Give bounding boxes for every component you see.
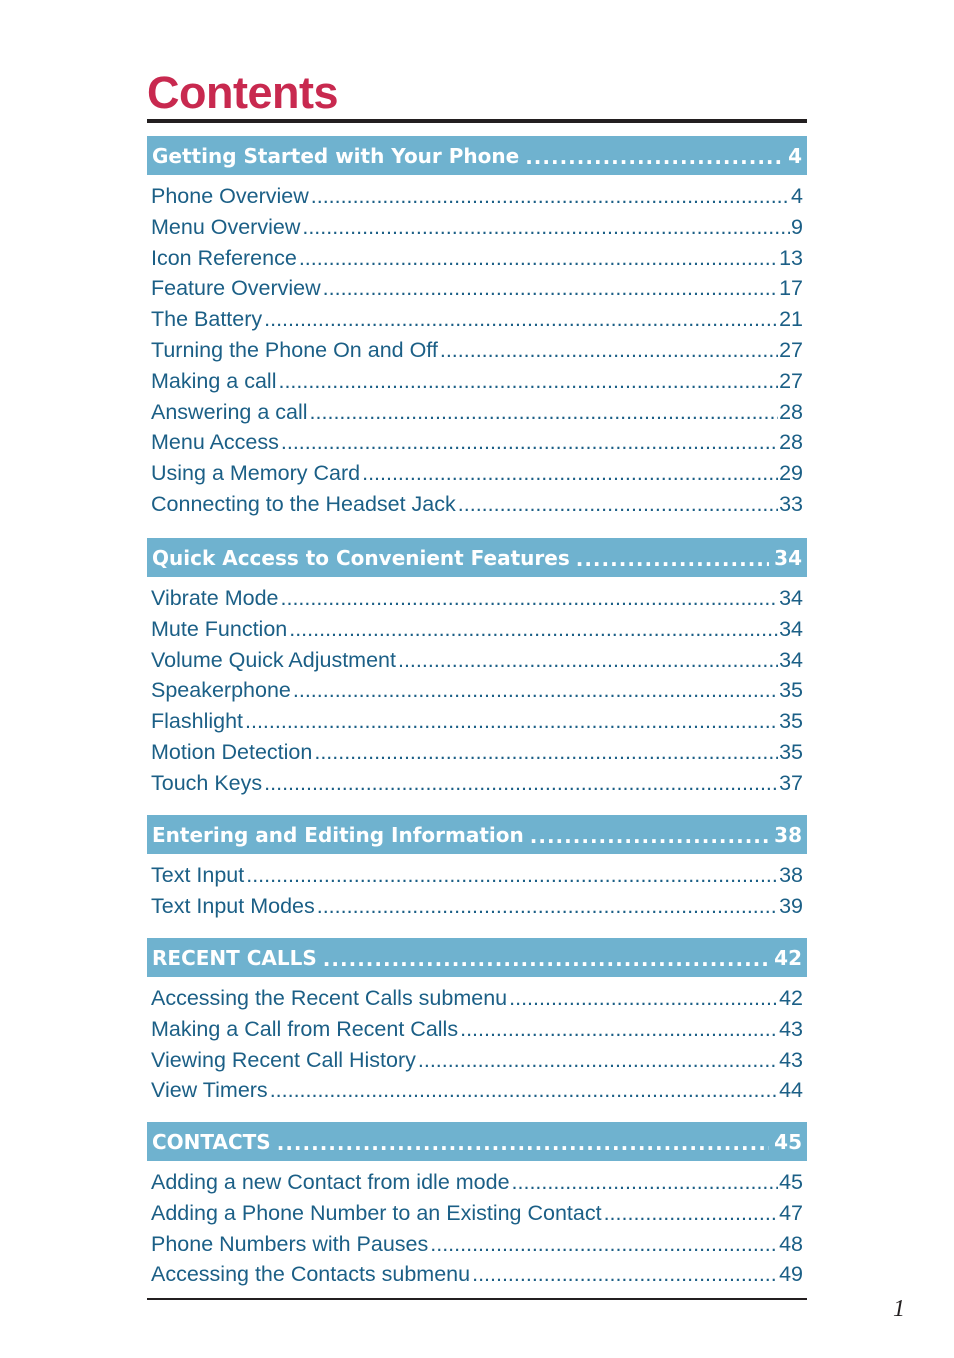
toc-entry[interactable] <box>147 614 807 645</box>
entry-page: 34 <box>779 647 803 672</box>
section-title: Quick Access to Convenient Features <box>152 545 570 570</box>
dot-leader <box>362 458 778 489</box>
toc-entry[interactable] <box>147 397 807 428</box>
toc-entry[interactable] <box>147 366 807 397</box>
toc-entry[interactable] <box>147 768 807 799</box>
toc-entry[interactable] <box>147 427 807 458</box>
entry-page: 28 <box>779 399 803 424</box>
entry-title: Icon Reference <box>151 245 297 270</box>
toc-entry[interactable] <box>147 706 807 737</box>
entry-title: Making a Call from Recent Calls <box>151 1016 459 1041</box>
entry-page: 49 <box>779 1262 803 1287</box>
toc-entry[interactable] <box>147 737 807 768</box>
toc-entry[interactable] <box>147 1075 807 1106</box>
entry-page: 37 <box>779 770 803 795</box>
entry-page: 21 <box>779 307 803 332</box>
entry-page: 17 <box>779 276 803 301</box>
section-heading[interactable] <box>147 938 807 977</box>
dot-leader <box>472 1259 778 1290</box>
entry-title: View Timers <box>151 1078 268 1103</box>
entry-title: Viewing Recent Call History <box>151 1047 416 1072</box>
toc-section <box>147 938 807 1106</box>
page-number: 1 <box>893 1296 905 1322</box>
toc-entry[interactable] <box>147 860 807 891</box>
dot-leader <box>311 181 790 212</box>
entry-page: 4 <box>791 184 803 208</box>
dot-leader <box>246 860 778 891</box>
entry-page: 27 <box>779 368 803 393</box>
bottom-rule <box>147 1298 807 1300</box>
toc-section <box>147 538 807 799</box>
entry-title: Adding a new Contact from idle mode <box>151 1170 510 1194</box>
entry-title: Text Input Modes <box>151 893 315 918</box>
dot-leader <box>418 1045 778 1076</box>
entry-page: 34 <box>779 616 803 641</box>
dot-leader <box>310 397 779 428</box>
section-title: Entering and Editing Information <box>152 822 524 847</box>
toc-entry[interactable] <box>147 1014 807 1045</box>
toc-entry[interactable] <box>147 675 807 706</box>
dot-leader <box>289 614 778 645</box>
toc-entry[interactable] <box>147 891 807 922</box>
entry-page: 35 <box>779 678 803 703</box>
dot-leader <box>264 304 778 335</box>
dot-leader <box>604 1198 779 1229</box>
toc-entry[interactable] <box>147 489 807 520</box>
section-title: RECENT CALLS <box>152 945 317 970</box>
toc-section <box>147 136 807 520</box>
entry-title: Making a call <box>151 368 277 393</box>
dot-leader <box>530 824 769 846</box>
toc-entry[interactable] <box>147 335 807 366</box>
section-page: 45 <box>774 1129 802 1154</box>
dot-leader <box>264 768 778 799</box>
toc-section <box>147 815 807 922</box>
entry-page: 44 <box>779 1078 803 1103</box>
entry-title: The Battery <box>151 307 263 332</box>
dot-leader <box>525 145 783 167</box>
dot-leader <box>398 645 778 676</box>
entry-title: Answering a call <box>151 399 308 424</box>
toc-entry[interactable] <box>147 1198 807 1229</box>
dot-leader <box>299 243 778 274</box>
entry-title: Connecting to the Headset Jack <box>151 491 456 516</box>
page-title: Contents <box>147 67 338 118</box>
entry-title: Feature Overview <box>151 276 321 301</box>
dot-leader <box>440 335 778 366</box>
toc-entry[interactable] <box>147 1167 807 1198</box>
toc-entry[interactable] <box>147 1259 807 1290</box>
entry-page: 28 <box>779 430 803 455</box>
entry-page: 13 <box>779 245 803 270</box>
dot-leader <box>317 891 778 922</box>
section-heading[interactable] <box>147 538 807 577</box>
entry-page: 9 <box>791 214 803 239</box>
dot-leader <box>245 706 778 737</box>
section-title: Getting Started with Your Phone <box>152 143 520 168</box>
entry-title: Accessing the Contacts submenu <box>151 1262 471 1287</box>
entry-title: Adding a Phone Number to an Existing Contact <box>151 1200 602 1225</box>
dot-leader <box>314 737 778 768</box>
entry-title: Menu Overview <box>151 214 301 239</box>
entry-page: 29 <box>779 461 803 486</box>
toc-entry[interactable] <box>147 645 807 676</box>
toc-entry[interactable] <box>147 458 807 489</box>
toc-entry[interactable] <box>147 181 807 212</box>
toc-entry[interactable] <box>147 583 807 614</box>
entry-title: Volume Quick Adjustment <box>151 647 396 672</box>
dot-leader <box>281 583 779 614</box>
toc-entry[interactable] <box>147 212 807 243</box>
section-page: 34 <box>774 545 802 570</box>
entry-page: 33 <box>779 491 803 516</box>
toc-entry[interactable] <box>147 1045 807 1076</box>
section-heading[interactable] <box>147 815 807 854</box>
section-page: 38 <box>774 822 802 847</box>
dot-leader <box>430 1229 778 1260</box>
toc-section <box>147 1122 807 1290</box>
entry-page: 34 <box>779 586 803 610</box>
dot-leader <box>278 366 778 397</box>
toc-entry[interactable] <box>147 304 807 335</box>
dot-leader <box>323 947 769 969</box>
toc-entry[interactable] <box>147 243 807 274</box>
dot-leader <box>509 983 778 1014</box>
entry-page: 43 <box>779 1047 803 1072</box>
entry-title: Menu Access <box>151 430 279 455</box>
entry-title: Flashlight <box>151 709 244 734</box>
toc-entry[interactable] <box>147 273 807 304</box>
entry-title: Text Input <box>151 863 245 887</box>
entry-title: Touch Keys <box>151 770 263 795</box>
entry-title: Mute Function <box>151 616 288 641</box>
dot-leader <box>458 489 778 520</box>
entry-page: 39 <box>779 893 803 918</box>
section-heading[interactable] <box>147 136 807 175</box>
dot-leader <box>302 212 790 243</box>
entry-page: 43 <box>779 1016 803 1041</box>
section-page: 42 <box>774 945 802 970</box>
entry-title: Speakerphone <box>151 678 291 703</box>
title-rule <box>147 119 807 123</box>
dot-leader <box>281 427 778 458</box>
entry-title: Vibrate Mode <box>151 586 279 610</box>
entry-page: 47 <box>779 1200 803 1225</box>
dot-leader <box>460 1014 778 1045</box>
entry-page: 42 <box>779 986 803 1010</box>
dot-leader <box>277 1131 769 1153</box>
entry-title: Accessing the Recent Calls submenu <box>151 986 508 1010</box>
entry-page: 38 <box>779 863 803 887</box>
section-title: CONTACTS <box>152 1129 271 1154</box>
entry-title: Phone Numbers with Pauses <box>151 1231 429 1256</box>
entry-page: 48 <box>779 1231 803 1256</box>
toc-entry[interactable] <box>147 1229 807 1260</box>
dot-leader <box>576 547 769 569</box>
entry-title: Motion Detection <box>151 739 313 764</box>
dot-leader <box>323 273 778 304</box>
section-page: 4 <box>788 143 802 168</box>
entry-page: 27 <box>779 337 803 362</box>
section-heading[interactable] <box>147 1122 807 1161</box>
entry-page: 35 <box>779 739 803 764</box>
entry-page: 35 <box>779 709 803 734</box>
entry-title: Turning the Phone On and Off <box>151 337 438 362</box>
entry-title: Phone Overview <box>151 184 309 208</box>
toc-entry[interactable] <box>147 983 807 1014</box>
dot-leader <box>293 675 778 706</box>
entry-title: Using a Memory Card <box>151 461 361 486</box>
dot-leader <box>512 1167 779 1198</box>
entry-page: 45 <box>779 1170 803 1194</box>
dot-leader <box>270 1075 778 1106</box>
